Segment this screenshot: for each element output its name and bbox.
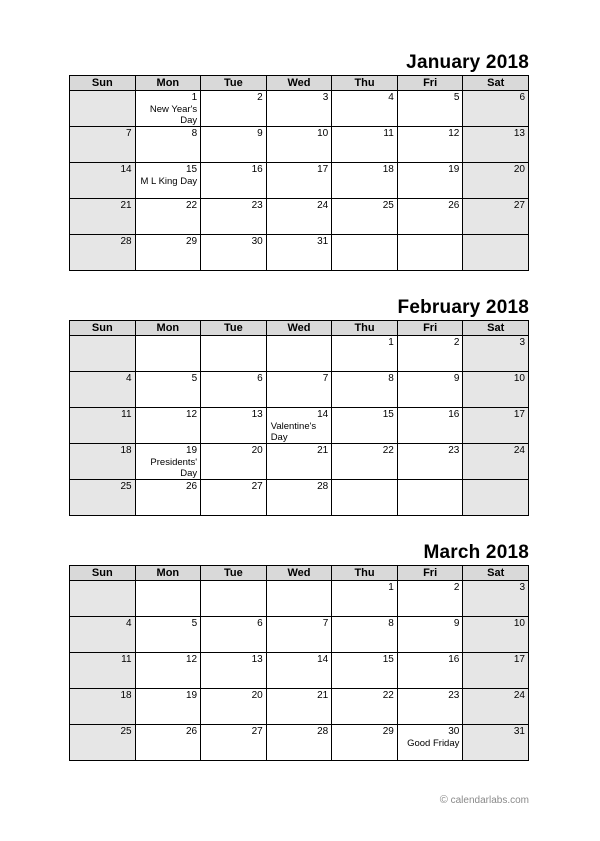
day-cell bbox=[463, 444, 529, 480]
day-cell bbox=[397, 444, 463, 480]
day-cell bbox=[332, 653, 398, 689]
day-number: 1 bbox=[388, 582, 394, 593]
day-number: 31 bbox=[317, 236, 329, 247]
day-number bbox=[267, 336, 332, 349]
day-number: 24 bbox=[317, 200, 329, 211]
day-number: 5 bbox=[453, 92, 460, 103]
day-cell bbox=[201, 444, 267, 480]
day-number bbox=[463, 480, 528, 493]
week-row bbox=[70, 689, 529, 725]
day-cell bbox=[397, 91, 463, 127]
holiday-label: Good Friday bbox=[407, 738, 460, 749]
day-cell bbox=[332, 91, 398, 127]
day-cell bbox=[266, 653, 332, 689]
day-number: 31 bbox=[513, 726, 525, 737]
day-number: 28 bbox=[120, 236, 132, 247]
footer-credit bbox=[440, 794, 529, 806]
day-cell bbox=[397, 408, 463, 444]
day-cell bbox=[135, 91, 201, 127]
calendar-grid bbox=[69, 320, 529, 516]
weekday-header: Fri bbox=[397, 566, 463, 581]
day-cell bbox=[266, 480, 332, 516]
weekday-header: Sun bbox=[70, 566, 136, 581]
day-number: 5 bbox=[191, 373, 198, 384]
day-cell bbox=[135, 689, 201, 725]
day-number: 4 bbox=[126, 618, 132, 629]
day-number: 15 bbox=[186, 164, 198, 175]
weekday-header: Sat bbox=[463, 76, 529, 91]
weekday-header-row bbox=[70, 321, 529, 336]
day-cell bbox=[70, 91, 136, 127]
day-number: 26 bbox=[186, 481, 198, 492]
weekday-header: Sat bbox=[463, 321, 529, 336]
day-cell bbox=[397, 480, 463, 516]
day-number: 20 bbox=[251, 445, 263, 456]
day-number: 18 bbox=[120, 445, 132, 456]
day-cell bbox=[201, 91, 267, 127]
day-cell bbox=[201, 617, 267, 653]
footer-site-text: calendarlabs.com bbox=[450, 795, 529, 806]
week-row bbox=[70, 336, 529, 372]
day-cell bbox=[201, 127, 267, 163]
day-number: 1 bbox=[388, 337, 394, 348]
weekday-header: Tue bbox=[201, 321, 267, 336]
day-number: 9 bbox=[453, 618, 460, 629]
day-number: 24 bbox=[513, 445, 525, 456]
day-number: 2 bbox=[453, 337, 460, 348]
weekday-header: Thu bbox=[332, 321, 398, 336]
day-cell bbox=[463, 372, 529, 408]
weekday-header: Wed bbox=[266, 76, 332, 91]
day-number: 21 bbox=[317, 690, 329, 701]
day-number: 3 bbox=[322, 92, 329, 103]
day-cell bbox=[332, 725, 398, 761]
day-number: 19 bbox=[186, 690, 198, 701]
weekday-header: Fri bbox=[397, 76, 463, 91]
day-number: 6 bbox=[257, 618, 263, 629]
day-number: 17 bbox=[513, 654, 525, 665]
day-number: 21 bbox=[317, 445, 329, 456]
day-number bbox=[332, 480, 397, 493]
day-number: 16 bbox=[448, 409, 460, 420]
day-cell bbox=[397, 372, 463, 408]
day-cell bbox=[201, 689, 267, 725]
week-row bbox=[70, 617, 529, 653]
day-cell bbox=[397, 336, 463, 372]
day-number: 27 bbox=[251, 481, 263, 492]
day-number: 25 bbox=[120, 726, 132, 737]
day-cell bbox=[463, 163, 529, 199]
week-row bbox=[70, 163, 529, 199]
day-number bbox=[70, 336, 135, 349]
day-number bbox=[398, 480, 463, 493]
day-number: 28 bbox=[317, 481, 329, 492]
day-cell bbox=[201, 336, 267, 372]
day-number: 19 bbox=[448, 164, 460, 175]
day-cell bbox=[332, 372, 398, 408]
day-number: 6 bbox=[519, 92, 525, 103]
day-cell bbox=[70, 199, 136, 235]
day-number bbox=[398, 235, 463, 248]
day-cell bbox=[70, 480, 136, 516]
day-cell bbox=[70, 689, 136, 725]
day-cell bbox=[135, 480, 201, 516]
weekday-header: Wed bbox=[266, 321, 332, 336]
weekday-header: Thu bbox=[332, 76, 398, 91]
day-number: 22 bbox=[382, 690, 394, 701]
month-title: March 2018 bbox=[423, 542, 529, 563]
week-row bbox=[70, 91, 529, 127]
day-cell bbox=[266, 199, 332, 235]
day-number: 22 bbox=[186, 200, 198, 211]
day-number: 27 bbox=[251, 726, 263, 737]
day-cell bbox=[70, 653, 136, 689]
day-number: 29 bbox=[382, 726, 394, 737]
day-number: 4 bbox=[126, 373, 132, 384]
day-number: 23 bbox=[251, 200, 263, 211]
day-cell bbox=[266, 372, 332, 408]
week-row bbox=[70, 199, 529, 235]
week-row bbox=[70, 444, 529, 480]
day-number: 5 bbox=[191, 618, 198, 629]
week-row bbox=[70, 653, 529, 689]
day-number: 13 bbox=[251, 409, 263, 420]
day-number: 9 bbox=[257, 128, 263, 139]
day-cell bbox=[332, 235, 398, 271]
weekday-header: Mon bbox=[135, 566, 201, 581]
day-number: 15 bbox=[382, 409, 394, 420]
day-number: 22 bbox=[382, 445, 394, 456]
day-cell bbox=[266, 444, 332, 480]
day-number: 18 bbox=[382, 164, 394, 175]
day-cell bbox=[266, 581, 332, 617]
day-cell bbox=[397, 163, 463, 199]
day-cell bbox=[463, 653, 529, 689]
day-cell bbox=[463, 199, 529, 235]
day-number bbox=[201, 581, 266, 594]
day-cell bbox=[397, 127, 463, 163]
day-cell bbox=[266, 163, 332, 199]
day-number: 6 bbox=[257, 373, 263, 384]
weekday-header: Sun bbox=[70, 321, 136, 336]
day-number bbox=[136, 336, 201, 349]
day-number: 20 bbox=[513, 164, 525, 175]
day-cell bbox=[332, 581, 398, 617]
day-number: 14 bbox=[317, 409, 329, 420]
day-cell bbox=[135, 163, 201, 199]
day-number bbox=[201, 336, 266, 349]
day-cell bbox=[135, 372, 201, 408]
day-number: 17 bbox=[513, 409, 525, 420]
day-number: 12 bbox=[186, 654, 198, 665]
day-number: 8 bbox=[191, 128, 198, 139]
day-number: 20 bbox=[251, 690, 263, 701]
day-number: 7 bbox=[322, 373, 329, 384]
day-number: 16 bbox=[448, 654, 460, 665]
day-cell bbox=[266, 689, 332, 725]
weekday-header: Thu bbox=[332, 566, 398, 581]
day-number: 10 bbox=[317, 128, 329, 139]
day-cell bbox=[70, 235, 136, 271]
day-cell bbox=[201, 199, 267, 235]
weekday-header-row bbox=[70, 76, 529, 91]
day-cell bbox=[397, 235, 463, 271]
day-cell bbox=[397, 653, 463, 689]
day-number: 14 bbox=[120, 164, 132, 175]
calendar-grid bbox=[69, 565, 529, 761]
day-number: 18 bbox=[120, 690, 132, 701]
day-cell bbox=[463, 725, 529, 761]
day-cell bbox=[266, 127, 332, 163]
day-cell bbox=[135, 581, 201, 617]
day-cell bbox=[201, 163, 267, 199]
day-cell bbox=[201, 480, 267, 516]
day-cell bbox=[201, 725, 267, 761]
day-cell bbox=[70, 163, 136, 199]
week-row bbox=[70, 127, 529, 163]
weekday-header: Fri bbox=[397, 321, 463, 336]
day-cell bbox=[135, 408, 201, 444]
day-number: 25 bbox=[120, 481, 132, 492]
holiday-label: M L King Day bbox=[140, 176, 198, 187]
day-cell bbox=[463, 581, 529, 617]
week-row bbox=[70, 581, 529, 617]
day-cell bbox=[70, 127, 136, 163]
day-number bbox=[332, 235, 397, 248]
day-number: 27 bbox=[513, 200, 525, 211]
day-cell bbox=[463, 91, 529, 127]
day-number: 14 bbox=[317, 654, 329, 665]
day-cell bbox=[70, 581, 136, 617]
month-title: February 2018 bbox=[397, 297, 529, 318]
day-number bbox=[463, 235, 528, 248]
day-cell bbox=[463, 480, 529, 516]
calendar-grid bbox=[69, 75, 529, 271]
day-cell bbox=[266, 617, 332, 653]
day-number: 17 bbox=[317, 164, 329, 175]
day-cell bbox=[266, 725, 332, 761]
day-cell bbox=[463, 127, 529, 163]
day-number: 12 bbox=[448, 128, 460, 139]
day-cell bbox=[463, 617, 529, 653]
day-number: 26 bbox=[186, 726, 198, 737]
day-cell bbox=[135, 725, 201, 761]
day-cell bbox=[397, 617, 463, 653]
weekday-header: Sat bbox=[463, 566, 529, 581]
day-cell bbox=[135, 235, 201, 271]
day-cell bbox=[332, 480, 398, 516]
day-cell bbox=[201, 581, 267, 617]
copyright-icon: © bbox=[439, 794, 448, 806]
day-cell bbox=[463, 336, 529, 372]
day-number: 30 bbox=[251, 236, 263, 247]
day-number: 2 bbox=[257, 92, 263, 103]
day-number: 21 bbox=[120, 200, 132, 211]
day-number: 11 bbox=[383, 128, 394, 139]
weekday-header: Tue bbox=[201, 76, 267, 91]
day-number: 9 bbox=[453, 373, 460, 384]
day-number: 10 bbox=[513, 373, 525, 384]
day-number: 8 bbox=[388, 373, 394, 384]
day-number: 24 bbox=[513, 690, 525, 701]
weekday-header: Mon bbox=[135, 321, 201, 336]
day-number: 13 bbox=[251, 654, 263, 665]
day-cell bbox=[135, 199, 201, 235]
day-number: 4 bbox=[388, 92, 394, 103]
day-cell bbox=[135, 336, 201, 372]
day-number: 25 bbox=[382, 200, 394, 211]
day-number: 7 bbox=[126, 128, 132, 139]
day-number: 23 bbox=[448, 445, 460, 456]
day-cell bbox=[332, 336, 398, 372]
day-cell bbox=[201, 235, 267, 271]
day-cell bbox=[397, 725, 463, 761]
day-number: 8 bbox=[388, 618, 394, 629]
day-number: 2 bbox=[453, 582, 460, 593]
day-cell bbox=[135, 617, 201, 653]
day-cell bbox=[332, 163, 398, 199]
day-number: 10 bbox=[513, 618, 525, 629]
day-cell bbox=[332, 617, 398, 653]
day-number bbox=[70, 91, 135, 104]
day-number: 29 bbox=[186, 236, 198, 247]
day-number: 13 bbox=[513, 128, 525, 139]
day-cell bbox=[332, 408, 398, 444]
day-cell bbox=[397, 689, 463, 725]
day-number: 12 bbox=[186, 409, 198, 420]
day-number: 30 bbox=[448, 726, 460, 737]
week-row bbox=[70, 235, 529, 271]
day-cell bbox=[135, 653, 201, 689]
week-row bbox=[70, 408, 529, 444]
day-cell bbox=[332, 444, 398, 480]
weekday-header: Mon bbox=[135, 76, 201, 91]
day-cell bbox=[135, 444, 201, 480]
day-cell bbox=[332, 199, 398, 235]
day-cell bbox=[201, 408, 267, 444]
day-cell bbox=[70, 725, 136, 761]
day-cell bbox=[70, 617, 136, 653]
month-title: January 2018 bbox=[406, 52, 529, 73]
day-cell bbox=[70, 336, 136, 372]
day-cell bbox=[463, 408, 529, 444]
week-row bbox=[70, 480, 529, 516]
weekday-header-row bbox=[70, 566, 529, 581]
holiday-label: Valentine's Day bbox=[270, 421, 317, 443]
day-cell bbox=[397, 199, 463, 235]
day-number: 11 bbox=[121, 654, 132, 665]
day-number: 3 bbox=[519, 337, 525, 348]
holiday-label: Presidents' Day bbox=[150, 457, 198, 479]
day-number: 28 bbox=[317, 726, 329, 737]
day-number bbox=[70, 581, 135, 594]
day-cell bbox=[266, 235, 332, 271]
week-row bbox=[70, 372, 529, 408]
day-cell bbox=[266, 91, 332, 127]
day-number: 7 bbox=[322, 618, 329, 629]
day-cell bbox=[463, 235, 529, 271]
day-cell bbox=[135, 127, 201, 163]
day-cell bbox=[201, 372, 267, 408]
day-number: 1 bbox=[191, 92, 198, 103]
weekday-header: Wed bbox=[266, 566, 332, 581]
weekday-header: Tue bbox=[201, 566, 267, 581]
day-cell bbox=[266, 408, 332, 444]
day-cell bbox=[201, 653, 267, 689]
day-number: 16 bbox=[251, 164, 263, 175]
day-number: 19 bbox=[186, 445, 198, 456]
day-cell bbox=[70, 444, 136, 480]
weekday-header: Sun bbox=[70, 76, 136, 91]
day-number: 15 bbox=[382, 654, 394, 665]
day-cell bbox=[463, 689, 529, 725]
week-row bbox=[70, 725, 529, 761]
day-number bbox=[136, 581, 201, 594]
day-cell bbox=[70, 408, 136, 444]
day-cell bbox=[332, 127, 398, 163]
day-number: 3 bbox=[519, 582, 525, 593]
day-cell bbox=[70, 372, 136, 408]
day-cell bbox=[266, 336, 332, 372]
day-number bbox=[267, 581, 332, 594]
day-number: 23 bbox=[448, 690, 460, 701]
day-number: 11 bbox=[121, 409, 132, 420]
day-number: 26 bbox=[448, 200, 460, 211]
day-cell bbox=[332, 689, 398, 725]
holiday-label: New Year's Day bbox=[149, 104, 198, 126]
day-cell bbox=[397, 581, 463, 617]
